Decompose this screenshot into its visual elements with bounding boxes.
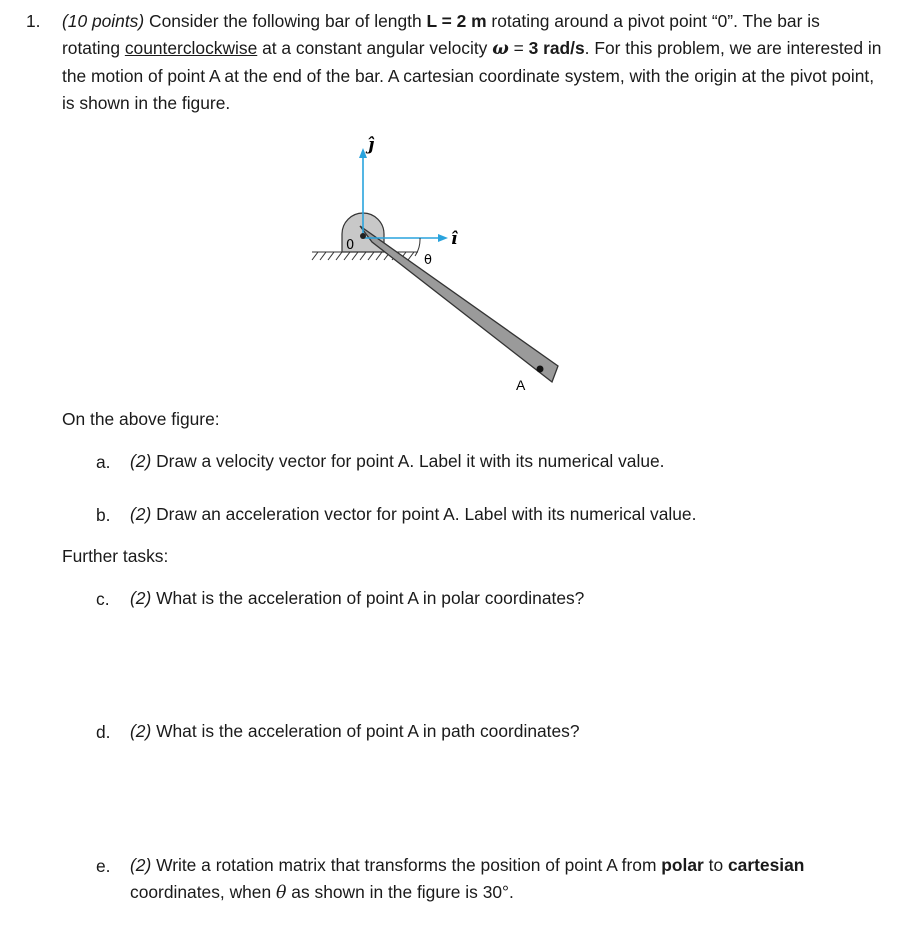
part-a-question: Draw a velocity vector for point A. Label it with its numerical value. [151,451,665,471]
i-hat-label: î [451,229,458,249]
rotation-direction: counterclockwise [124,38,258,58]
pivot-pin [360,233,366,239]
question-text [62,8,882,117]
question-number: 1. [26,11,41,31]
bar-diagram [300,130,580,400]
j-hat-label: ĵ [368,135,375,155]
part-b-label: b. [96,505,111,525]
part-a-points: (2) [130,451,152,471]
part-d-text [130,718,580,745]
omega-value: 3 rad/s [528,38,585,58]
part-d-label: d. [96,722,111,742]
part-b-points: (2) [130,504,152,524]
part-e-polar: polar [661,855,704,875]
part-b-text [130,501,696,528]
theta-arc [415,238,420,256]
part-e-cartesian: cartesian [728,855,805,875]
question-text-part: . For this problem, we are interested in the motion of point A at the end of the bar. A cartesian coordinate system, with the origin at the pivot point, is shown in the figure. [62,38,882,113]
part-b-question: Draw an acceleration vector for point A. Label with its numerical value. [151,504,697,524]
part-a-label: a. [96,452,111,472]
figure-intro: On the above figure: [62,409,220,429]
origin-label: 0 [346,238,355,253]
part-c-text [130,585,584,612]
part-d-points: (2) [130,721,152,741]
part-c-question: What is the acceleration of point A in polar coordinates? [151,588,585,608]
part-e-text [130,852,830,907]
part-c-label: c. [96,589,110,609]
omega-symbol: ω [492,39,509,59]
theta-label: θ [424,253,432,268]
part-e-theta: θ [275,883,287,903]
part-e-points: (2) [130,855,152,875]
question-text-part: at a constant angular velocity [257,38,493,58]
question-points: (10 points) [62,11,145,31]
part-e-question: to [703,855,728,875]
point-a-label: A [516,377,526,393]
i-axis-arrowhead [438,234,448,242]
part-e-question: Write a rotation matrix that transforms the position of point A from [151,855,662,875]
part-e-question: coordinates, when [130,882,276,902]
further-tasks-heading: Further tasks: [62,546,169,566]
rotating-bar [360,226,558,382]
part-e-label: e. [96,856,111,876]
part-d-question: What is the acceleration of point A in path coordinates? [151,721,580,741]
part-a-text [130,448,665,475]
question-text-part: = [508,38,529,58]
j-axis-arrowhead [359,148,367,158]
part-e-question: as shown in the figure is 30°. [286,882,514,902]
point-a-dot [537,366,544,373]
question-text-part: Consider the following bar of length [144,11,427,31]
part-c-points: (2) [130,588,152,608]
bar-length: L = 2 m [426,11,487,31]
question-text-part: rotating around a pivot point “0”. The bar is rotating [62,11,820,58]
